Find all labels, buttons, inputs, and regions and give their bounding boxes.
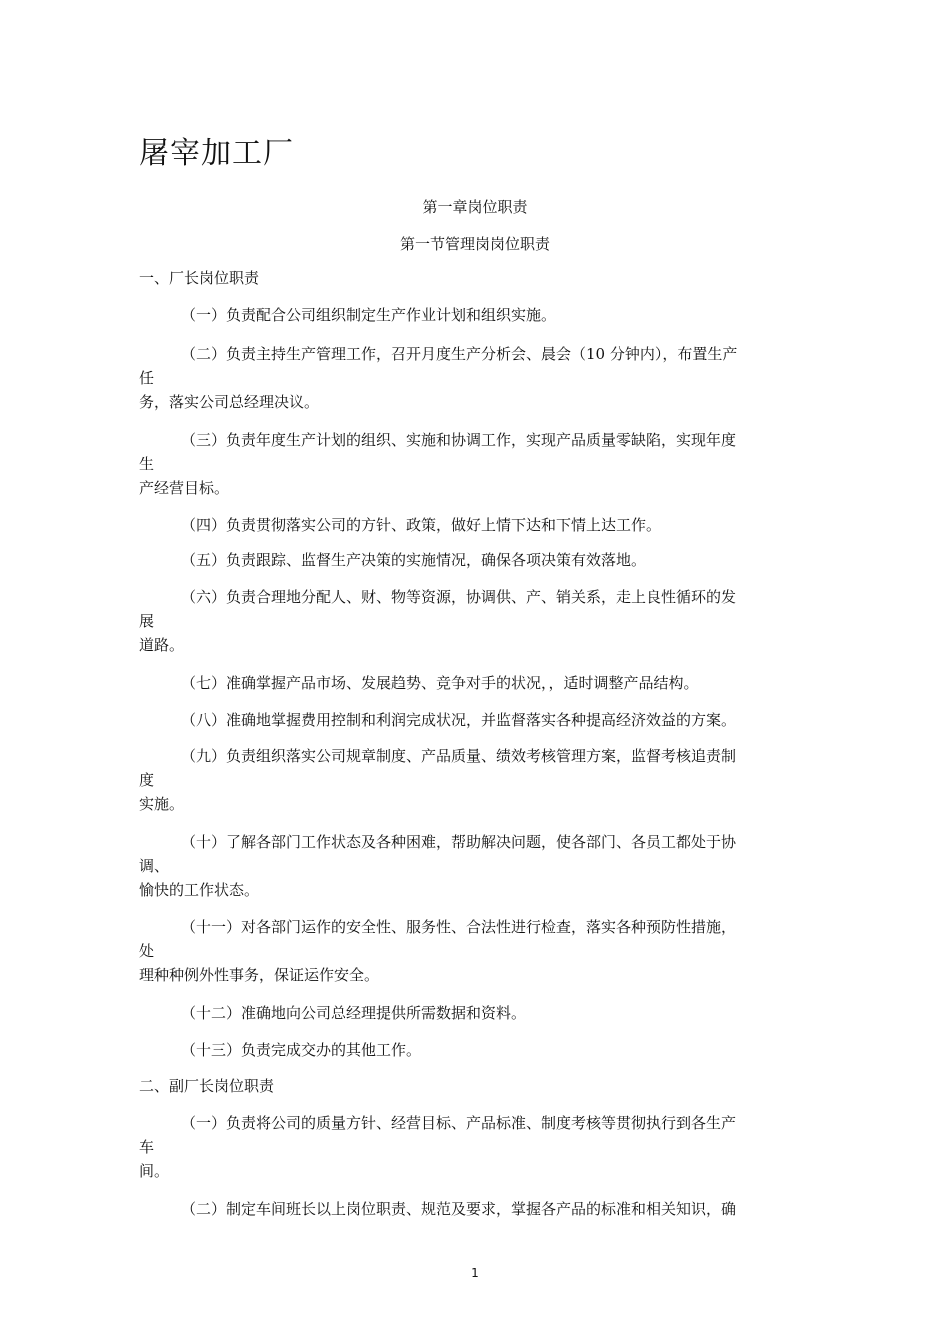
duty-line-wrap: 度 — [139, 771, 155, 789]
document-title: 屠宰加工厂 — [139, 136, 294, 171]
duty-line-wrap: 调、 — [139, 857, 170, 875]
duty-line-wrap: 生 — [139, 455, 155, 473]
duty-line: （十）了解各部门工作状态及各种困难，帮助解决问题，使各部门、各员工都处于协 — [181, 833, 737, 851]
duty-line-cont: 理种种例外性事务，保证运作安全。 — [139, 966, 380, 984]
duty-line: （六）负责合理地分配人、财、物等资源，协调供、产、销关系，走上良性循环的发 — [181, 588, 737, 606]
heading-director-duties: 一、厂长岗位职责 — [139, 269, 260, 287]
duty-line: （八）准确地掌握费用控制和利润完成状况，并监督落实各种提高经济效益的方案。 — [181, 711, 737, 729]
duty-line: （十二）准确地向公司总经理提供所需数据和资料。 — [181, 1004, 527, 1022]
duty-line: （十三）负责完成交办的其他工作。 — [181, 1041, 422, 1059]
duty-line: （二）负责主持生产管理工作，召开月度生产分析会、晨会（10 分钟内），布置生产 — [181, 345, 738, 363]
duty-line-cont: 间。 — [139, 1162, 170, 1180]
duty-line-cont: 产经营目标。 — [139, 479, 230, 497]
duty-line: （九）负责组织落实公司规章制度、产品质量、绩效考核管理方案，监督考核追责制 — [181, 747, 737, 765]
duty-line: （一）负责配合公司组织制定生产作业计划和组织实施。 — [181, 306, 557, 324]
duty-line: （一）负责将公司的质量方针、经营目标、产品标准、制度考核等贯彻执行到各生产 — [181, 1114, 737, 1132]
duty-line: （四）负责贯彻落实公司的方针、政策，做好上情下达和下情上达工作。 — [181, 516, 662, 534]
duty-line: （二）制定车间班长以上岗位职责、规范及要求，掌握各产品的标准和相关知识，确 — [181, 1200, 737, 1218]
duty-line: （十一）对各部门运作的安全性、服务性、合法性进行检查，落实各种预防性措施， — [181, 918, 737, 936]
heading-deputy-duties: 二、副厂长岗位职责 — [139, 1077, 275, 1095]
duty-line-cont: 愉快的工作状态。 — [139, 881, 260, 899]
duty-line: （七）准确掌握产品市场、发展趋势、竞争对手的状况，，适时调整产品结构。 — [181, 674, 699, 692]
duty-line-cont: 道路。 — [139, 636, 185, 654]
duty-line: （五）负责跟踪、监督生产决策的实施情况，确保各项决策有效落地。 — [181, 551, 647, 569]
duty-line-wrap: 车 — [139, 1138, 155, 1156]
page-number: 1 — [471, 1266, 479, 1280]
section-heading: 第一节管理岗岗位职责 — [399, 235, 550, 253]
chapter-heading: 第一章岗位职责 — [422, 198, 528, 216]
duty-line-cont: 务，落实公司总经理决议。 — [139, 393, 320, 411]
duty-line: （三）负责年度生产计划的组织、实施和协调工作，实现产品质量零缺陷，实现年度 — [181, 431, 737, 449]
duty-line-wrap: 处 — [139, 942, 155, 960]
duty-line-wrap: 任 — [139, 369, 155, 387]
duty-line-wrap: 展 — [139, 612, 155, 630]
duty-line-cont: 实施。 — [139, 795, 185, 813]
